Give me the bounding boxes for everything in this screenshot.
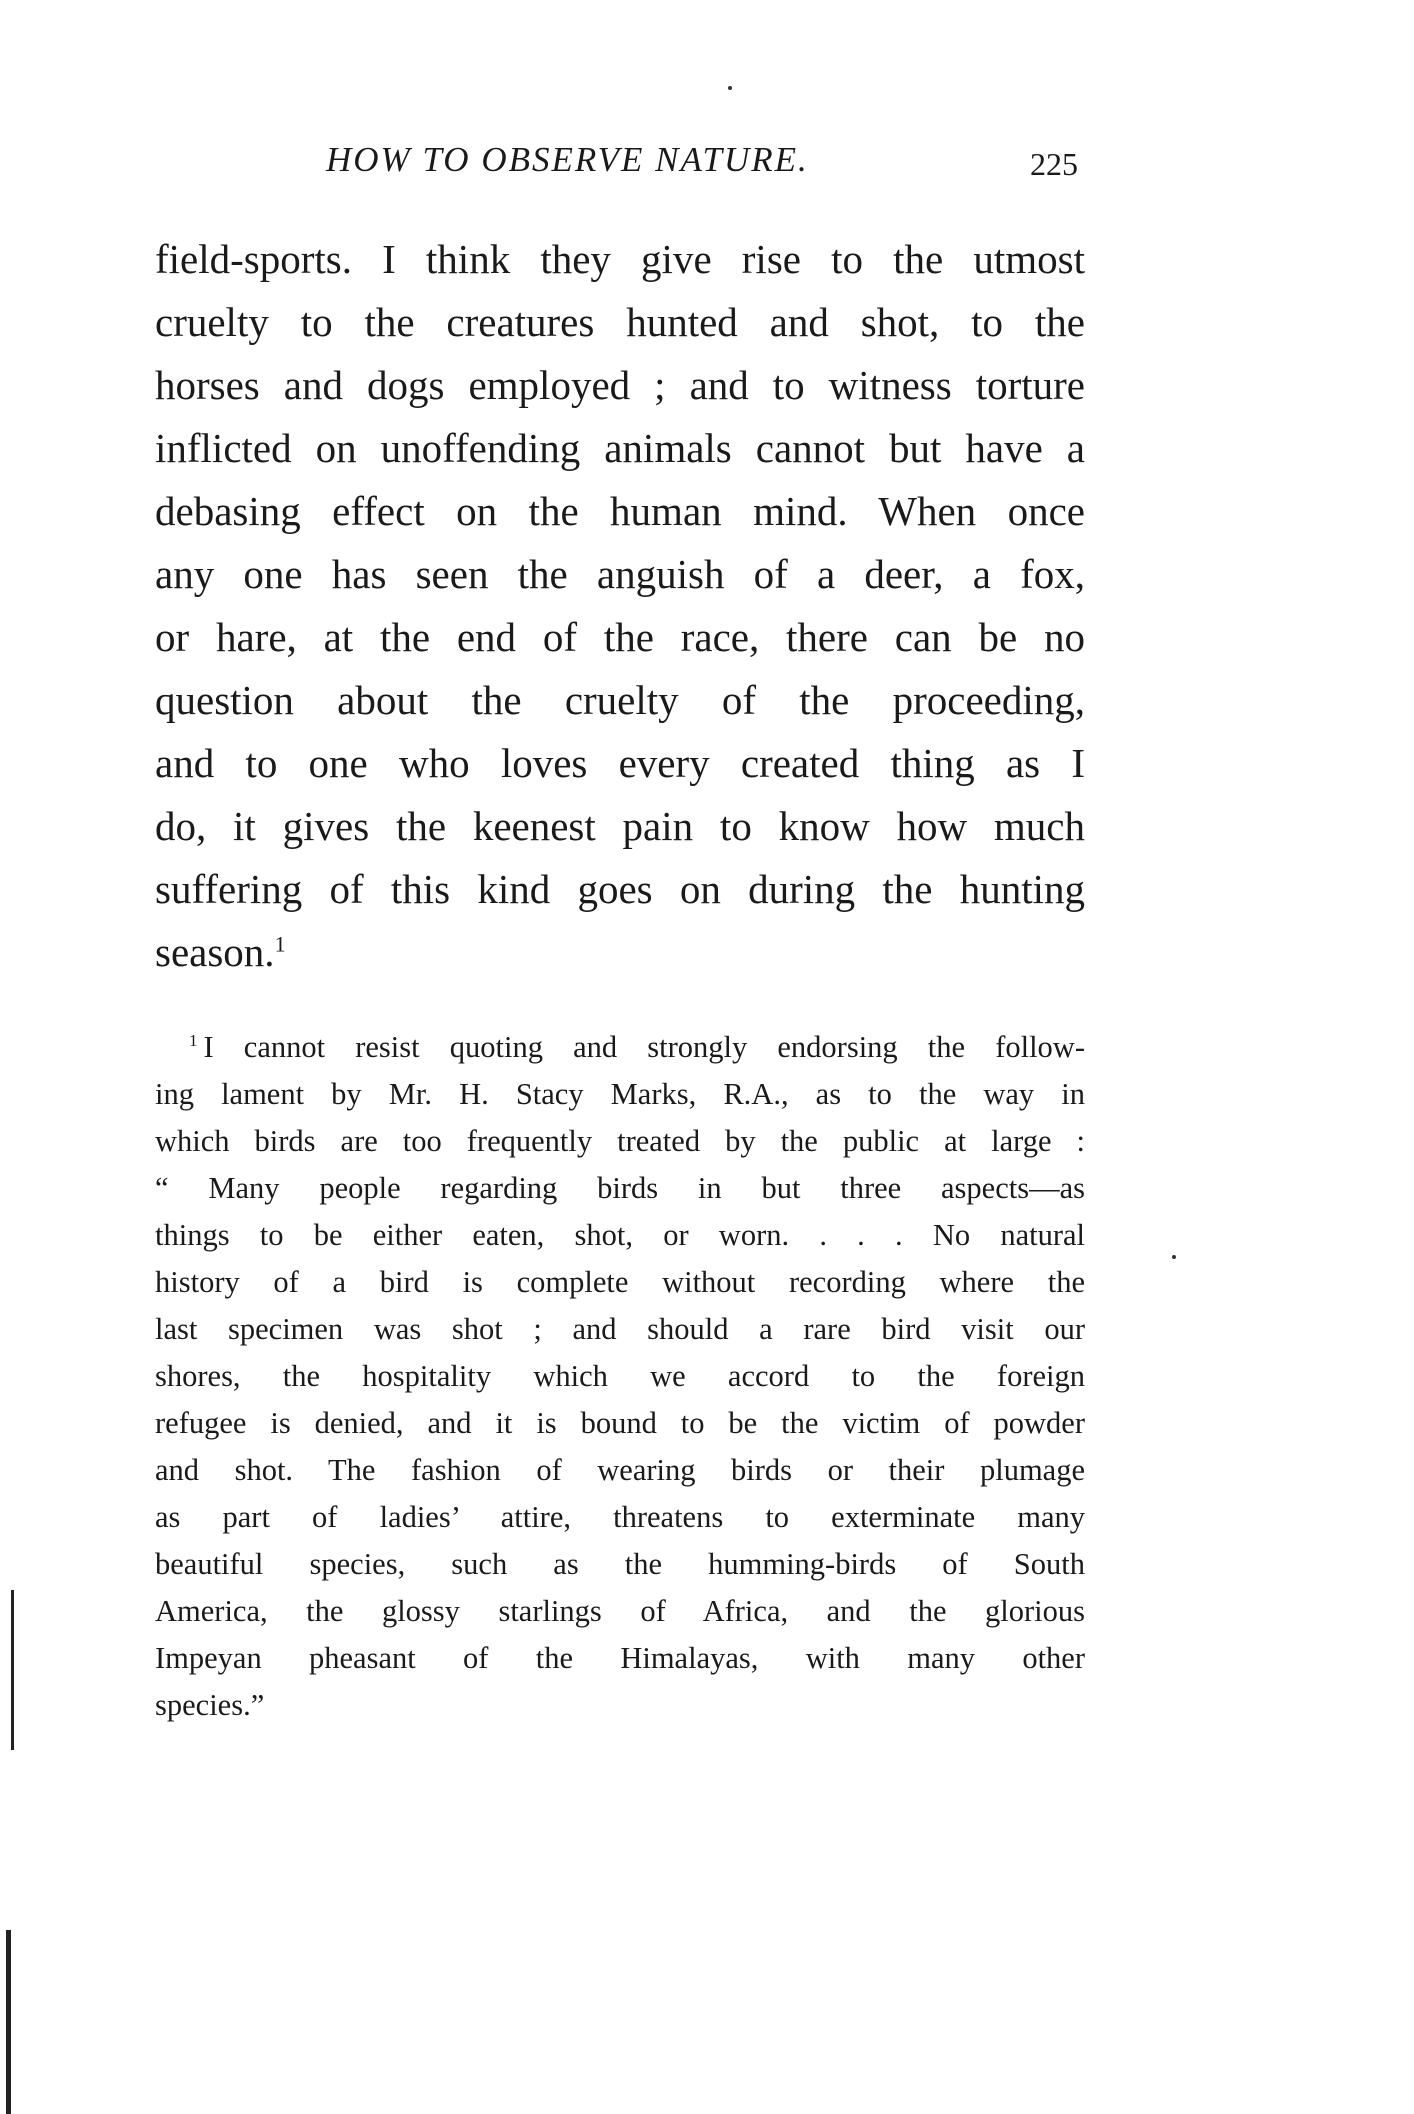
body-line-5: debasing effect on the human mind. When once (155, 488, 1085, 534)
footnote-line-6: history of a bird is complete without recording where the (155, 1265, 1085, 1299)
footnote-line-14: Impeyan pheasant of the Himalayas, with many other (155, 1641, 1085, 1675)
body-line-7: or hare, at the end of the race, there can be no (155, 614, 1085, 660)
body-line-9: and to one who loves every created thing as I (155, 740, 1085, 786)
footnote-marker: 1 (189, 1030, 198, 1050)
footnote-line-8: shores, the hospitality which we accord to the foreign (155, 1359, 1085, 1393)
body-line-10: do, it gives the keenest pain to know how much (155, 803, 1085, 849)
footnote-line-5: things to be either eaten, shot, or worn. . . . No natural (155, 1218, 1085, 1252)
body-line-3: horses and dogs employed ; and to witness torture (155, 362, 1085, 408)
running-title: HOW TO OBSERVE NATURE. (326, 140, 809, 179)
footnote-line-1-text: I cannot resist quoting and strongly endorsing the follow- (203, 1030, 1085, 1064)
body-line-1: field-sports. I think they give rise to the utmost (155, 236, 1085, 282)
footnote-line-9: refugee is denied, and it is bound to be the victim of powder (155, 1406, 1085, 1440)
footnote-line-12: beautiful species, such as the humming-birds of South (155, 1547, 1085, 1581)
footnote-line-15: species.” (155, 1688, 265, 1722)
footnote-reference[interactable]: 1 (274, 931, 286, 957)
footnote-line-11: as part of ladies’ attire, threatens to exterminate many (155, 1500, 1085, 1534)
footnote-line-10: and shot. The fashion of wearing birds or their plumage (155, 1453, 1085, 1487)
body-line-2: cruelty to the creatures hunted and shot, to the (155, 299, 1085, 345)
scan-edge-mark-lower (6, 1930, 11, 2114)
scan-speck-top (728, 86, 732, 90)
body-last-word: season. (155, 929, 275, 975)
body-line-6: any one has seen the anguish of a deer, a fox, (155, 551, 1085, 597)
footnote-line-3: which birds are too frequently treated by the public at large : (155, 1124, 1085, 1158)
footnote-line-13: America, the glossy starlings of Africa, and the glorious (155, 1594, 1085, 1628)
body-line-11: suffering of this kind goes on during the hunting (155, 866, 1085, 912)
scan-edge-mark-upper (11, 1590, 14, 1750)
footnote-line-2: ing lament by Mr. H. Stacy Marks, R.A., as to the way in (155, 1077, 1085, 1111)
page-number: 225 (1030, 146, 1078, 182)
body-line-8: question about the cruelty of the proceeding, (155, 677, 1085, 723)
body-line-12 (155, 921, 1085, 984)
footnote-line-1 (155, 1024, 1085, 1071)
footnote (155, 1024, 1085, 1729)
footnote-line-7: last specimen was shot ; and should a rare bird visit our (155, 1312, 1085, 1346)
body-line-4: inflicted on unoffending animals cannot but have a (155, 425, 1085, 471)
body-paragraph (155, 228, 1085, 984)
footnote-line-4: “ Many people regarding birds in but three aspects—as (155, 1171, 1085, 1205)
scan-speck-right (1172, 1255, 1176, 1259)
